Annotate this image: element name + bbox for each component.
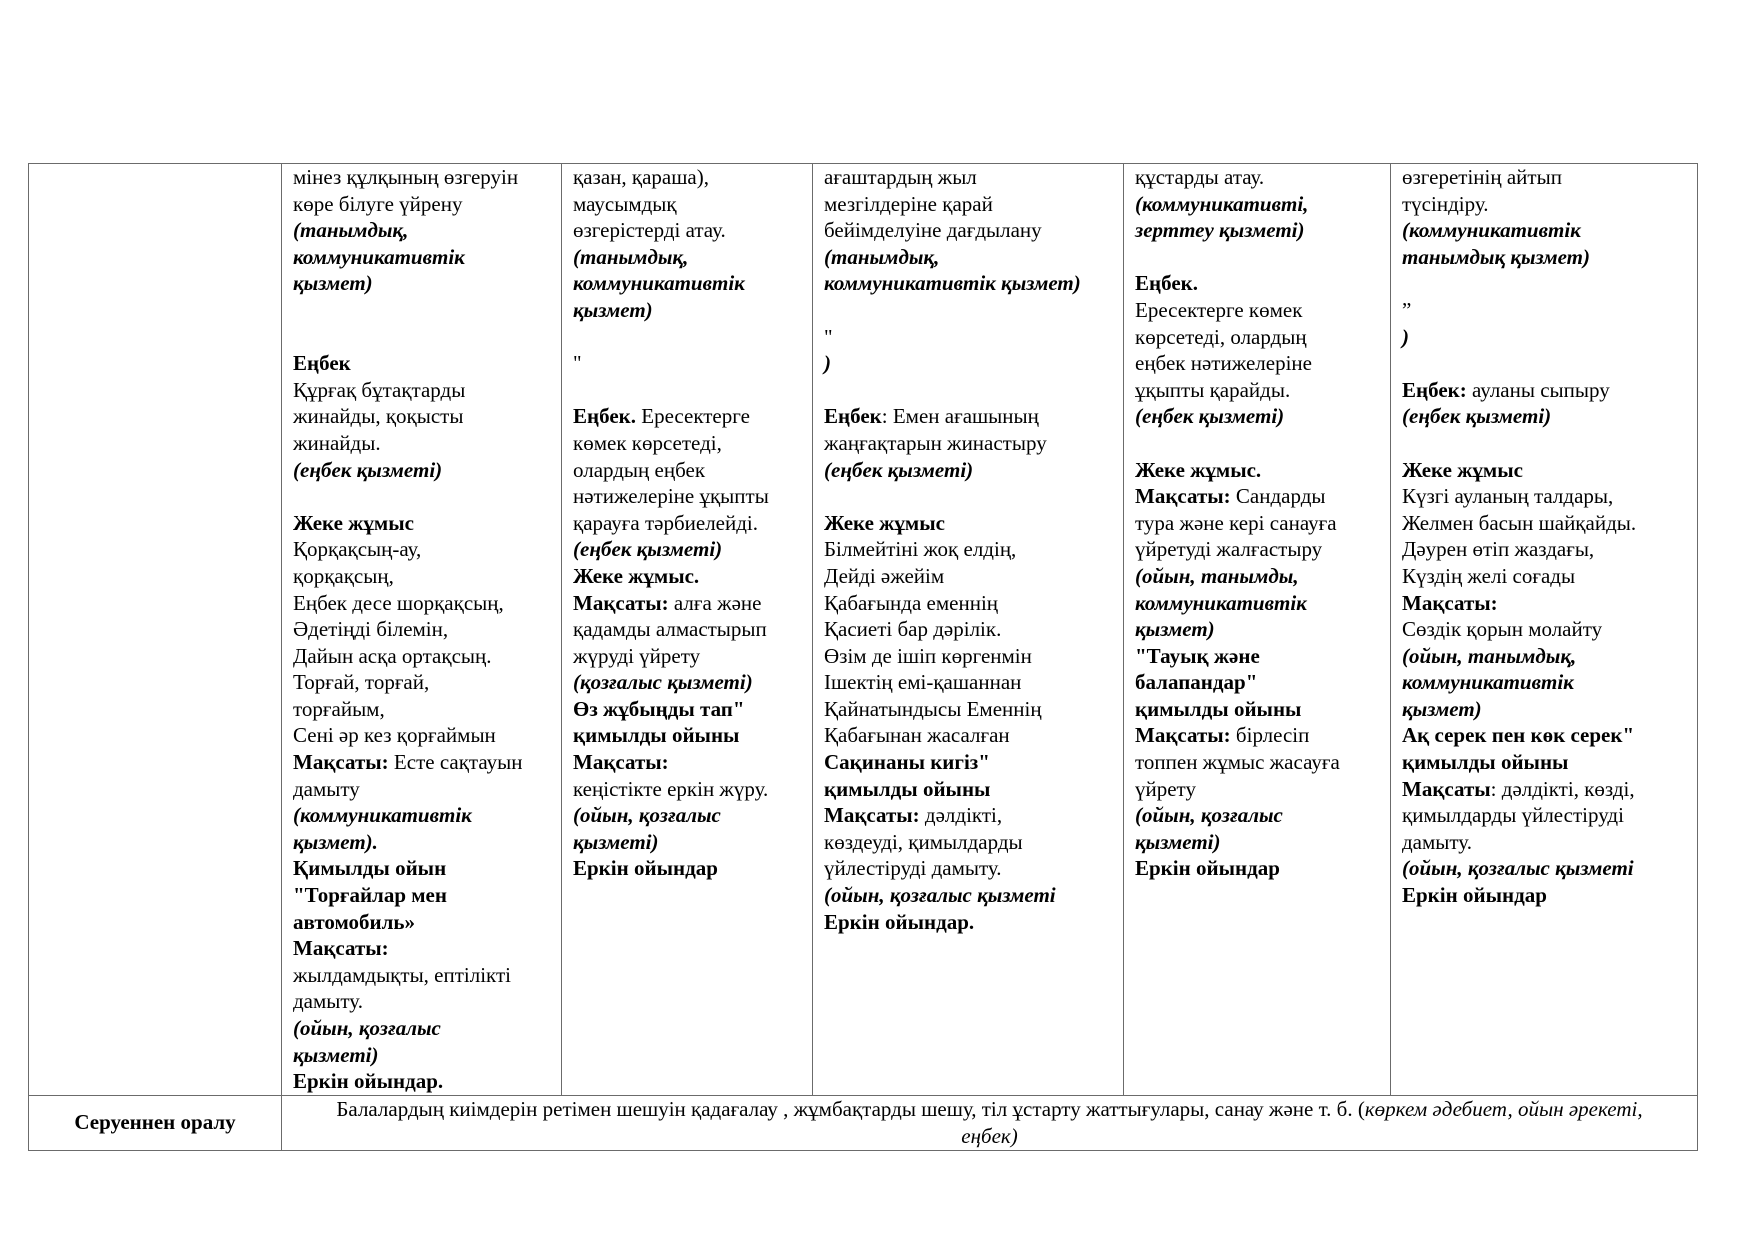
day-cell [1124,164,1391,1096]
text-segment: Мақсаты: [1135,723,1231,748]
text-segment: Мақсаты: [293,750,389,775]
day-column-1 [282,164,561,1095]
text-segment: Мақсаты: [824,803,920,828]
text-line: коммуникативтік [1135,590,1307,615]
text-line: қазан, қараша), [573,165,709,189]
text-line: (еңбек қызметі) [1135,404,1285,429]
text-line [1135,430,1384,457]
text-segment: Мақсаты: [573,590,669,615]
text-line: жаңғақтарын жинастыру [824,430,1047,455]
text-line: мінез құлқының өзгеруін [293,165,519,189]
text-segment: бірлесіп [1230,723,1310,748]
text-line: Ересектерге көмек [1135,297,1303,322]
text-line: (ойын, танымдық, [1402,643,1577,668]
text-line: өзгерістерді атау. [573,218,726,243]
text-line: Әдетіңді білемін, [293,617,449,642]
text-line: Қасиеті бар дәрілік. [824,617,1002,642]
text-line: (ойын, қозғалыс [1135,803,1283,828]
return-text-main: Балалардың киімдерін ретімен шешуін қадағалау , жұмбақтарды шешу, тіл ұстарту жаттығулары, санау және т. б. ( [336,1097,1365,1122]
text-line: Жеке жұмыс [293,510,414,535]
text-line: Дәурен өтіп жаздағы, [1402,537,1595,562]
text-line: (ойын, қозғалыс [573,803,721,828]
text-segment: Мақсаты: [1135,484,1231,509]
text-segment: Еңбек. [573,404,636,429]
text-line: қимылды ойыны [573,723,740,748]
text-line: қызмет) [293,271,373,296]
text-line: Өзім де ішіп көргенмін [824,643,1032,668]
text-line: Мақсаты: [1402,590,1498,615]
text-line: Сақинаны кигіз" [824,750,990,775]
text-line: зерттеу қызметі) [1135,218,1305,243]
text-line [293,483,555,510]
text-line: автомобиль» [293,909,415,934]
text-line: қызмет). [293,829,378,854]
text-line: жинайды. [293,430,381,455]
text-line: ) [1402,324,1409,349]
text-line [1135,244,1384,271]
text-line: мезгілдеріне қарай [824,191,993,216]
text-line: жүруді үйрету [573,643,701,668]
text-line: коммуникативтік қызмет) [824,271,1081,296]
text-line: көре білуге үйрену [293,191,463,216]
text-line: Жеке жұмыс. [1135,457,1262,482]
return-label: Серуеннен оралу [74,1110,236,1135]
text-line [1402,377,1691,404]
return-label-cell [29,1095,282,1150]
text-segment: Еңбек [824,404,882,429]
return-text [282,1096,1697,1149]
text-line: Қабағынан жасалған [824,723,1010,748]
text-line: қызметі) [1135,829,1221,854]
text-line: Еңбек десе шорқақсың, [293,590,504,615]
text-line: кеңістікте еркін жүру. [573,776,769,801]
text-line: Желмен басын шайқайды. [1402,510,1637,535]
text-line [1402,430,1691,457]
text-line: Қимылды ойын [293,856,447,881]
day-cell [813,164,1124,1096]
text-line: қимылды ойыны [824,776,991,801]
day-cell [1391,164,1698,1096]
day-column-5 [1391,164,1697,909]
text-line: танымдық қызмет) [1402,244,1590,269]
text-line: "Тауық және [1135,643,1260,668]
text-line: қимылды ойыны [1135,696,1302,721]
text-line: (еңбек қызметі) [824,457,974,482]
text-line: Еңбек [293,351,351,376]
text-segment: Есте сақтауын [388,750,523,775]
text-line: Өз жұбыңды тап" [573,696,745,721]
text-line: Ішектің емі-қашаннан [824,670,1022,695]
text-line: ұқыпты қарайды. [1135,377,1291,402]
text-line: көздеуді, қимылдарды [824,829,1023,854]
text-line: түсіндіру. [1402,191,1489,216]
text-line: ) [824,351,831,376]
text-line: " [824,324,833,349]
text-line: Мақсаты: [293,936,389,961]
text-line: (танымдық, [824,244,940,269]
text-line: (коммуникативтік [1402,218,1581,243]
text-line [824,297,1117,324]
text-line: қадамды алмастырып [573,617,767,642]
text-line: (еңбек қызметі) [1402,404,1552,429]
text-line: балапандар" [1135,670,1258,695]
text-line: (ойын, қозғалыс қызметі [1402,856,1634,881]
text-line: Қайнатындысы Еменнің [824,696,1042,721]
text-segment: Сандарды [1230,484,1326,509]
text-line: (ойын, қозғалыс қызметі [824,883,1056,908]
text-line: көрсетеді, олардың [1135,324,1307,349]
text-line: қызмет) [1402,696,1482,721]
text-line: (коммуникативті, [1135,191,1309,216]
text-line: қызметі) [293,1042,379,1067]
text-line [1135,483,1384,510]
text-line: Сөздік қорын молайту [1402,617,1603,642]
text-line: жинайды, қоқысты [293,404,464,429]
text-line: қимылдарды үйлестіруді [1402,803,1624,828]
text-line: қызметі) [573,829,659,854]
text-line: өзгеретінің айтып [1402,165,1562,189]
text-line [573,590,806,617]
text-line: ағаштардың жыл [824,165,977,189]
return-from-walk-row [29,1095,1698,1150]
daily-plan-table [28,163,1698,1151]
text-line: Еркін ойындар [573,856,718,881]
text-line: торғайым, [293,696,385,721]
text-line: коммуникативтік [573,271,745,296]
text-line: Күзгі ауланың талдары, [1402,484,1614,509]
text-segment: Мақсаты [1402,776,1491,801]
text-line: үйлестіруді дамыту. [824,856,1002,881]
text-line [293,297,555,324]
day-column-4 [1124,164,1390,882]
text-line: Дейді әжейім [824,563,945,588]
text-line: Сені әр кез қорғаймын [293,723,496,748]
text-line [1135,722,1384,749]
text-line: (танымдық, [573,244,689,269]
text-line [824,483,1117,510]
text-line [573,377,806,404]
walk-activities-row [29,164,1698,1096]
text-line: Жеке жұмыс [824,510,945,535]
text-line: (қозғалыс қызметі) [573,670,753,695]
text-line: (еңбек қызметі) [573,537,723,562]
text-line: қорқақсың, [293,563,394,588]
text-line: Ақ серек пен көк серек" [1402,723,1635,748]
text-line [573,403,806,430]
text-line: Еркін ойындар [1135,856,1280,881]
text-line: (еңбек қызметі) [293,457,443,482]
text-line: топпен жұмыс жасауға [1135,750,1340,775]
text-segment: ауланы сыпыру [1466,377,1610,402]
text-line: (ойын, қозғалыс [293,1016,441,1040]
text-line: Дайын асқа ортақсың. [293,643,492,668]
text-line [573,324,806,351]
text-line: бейімделуіне дағдылану [824,218,1042,243]
text-line: (танымдық, [293,218,409,243]
text-line: коммуникативтік [1402,670,1574,695]
text-line: Еркін ойындар. [293,1069,444,1094]
text-line: коммуникативтік [293,244,465,269]
text-line [824,802,1117,829]
text-line: Жеке жұмыс [1402,457,1523,482]
text-segment: дәлдікті, [919,803,1003,828]
text-line: қызмет) [573,297,653,322]
text-line: Мақсаты: [573,750,669,775]
text-line: дамыту. [293,989,363,1014]
text-segment: Ересектерге [636,404,750,429]
day-column-2 [562,164,812,882]
day-column-3 [813,164,1123,935]
text-segment: Еңбек: [1402,377,1467,402]
text-line: Қорқақсың-ау, [293,537,422,562]
text-line: дамыту [293,776,360,801]
text-line: (ойын, танымды, [1135,563,1299,588]
text-line: қимылды ойыны [1402,750,1569,775]
text-line [1402,776,1691,803]
text-line: қарауға тәрбиелейді. [573,510,759,535]
text-line [1402,270,1691,297]
text-line: Қабағында еменнің [824,590,999,615]
return-text-cell [282,1095,1698,1150]
text-line: жылдамдықты, ептілікті [293,962,511,987]
day-cell [282,164,562,1096]
text-line: Еркін ойындар. [824,909,975,934]
row-label-cell [29,164,282,1096]
return-text-italic: көркем әдебиет, ойын әрекеті, еңбек) [961,1097,1643,1148]
text-line: үйрету [1135,776,1196,801]
text-line: қызмет) [1135,617,1215,642]
text-line: маусымдық [573,191,677,216]
text-line: Күздің желі соғады [1402,563,1576,588]
text-line: тура және кері санауға [1135,510,1337,535]
text-line: "Торғайлар мен [293,883,447,908]
text-line [293,324,555,351]
text-segment: : Емен ағашының [881,404,1039,429]
text-line: " [573,351,582,376]
text-line: Жеке жұмыс. [573,563,700,588]
text-line [824,377,1117,404]
text-segment: : дәлдікті, көзді, [1490,776,1635,801]
day-cell [562,164,813,1096]
text-line: ” [1402,297,1412,322]
text-line: олардың еңбек [573,457,706,482]
text-line: Құрғақ бұтақтарды [293,377,466,402]
text-line: құстарды атау. [1135,165,1265,189]
text-line [293,749,555,776]
text-line: (коммуникативтік [293,803,472,828]
text-line: еңбек нәтижелеріне [1135,351,1312,376]
text-line [824,403,1117,430]
text-line: Еркін ойындар [1402,883,1547,908]
text-line: дамыту. [1402,829,1472,854]
text-line [1402,350,1691,377]
text-line: үйретуді жалғастыру [1135,537,1323,562]
text-line: нәтижелеріне ұқыпты [573,484,769,509]
text-line: көмек көрсетеді, [573,430,722,455]
text-line: Білмейтіні жоқ елдің, [824,537,1017,562]
text-line: Торғай, торғай, [293,670,430,695]
text-segment: алға және [668,590,762,615]
text-line: Еңбек. [1135,271,1198,296]
